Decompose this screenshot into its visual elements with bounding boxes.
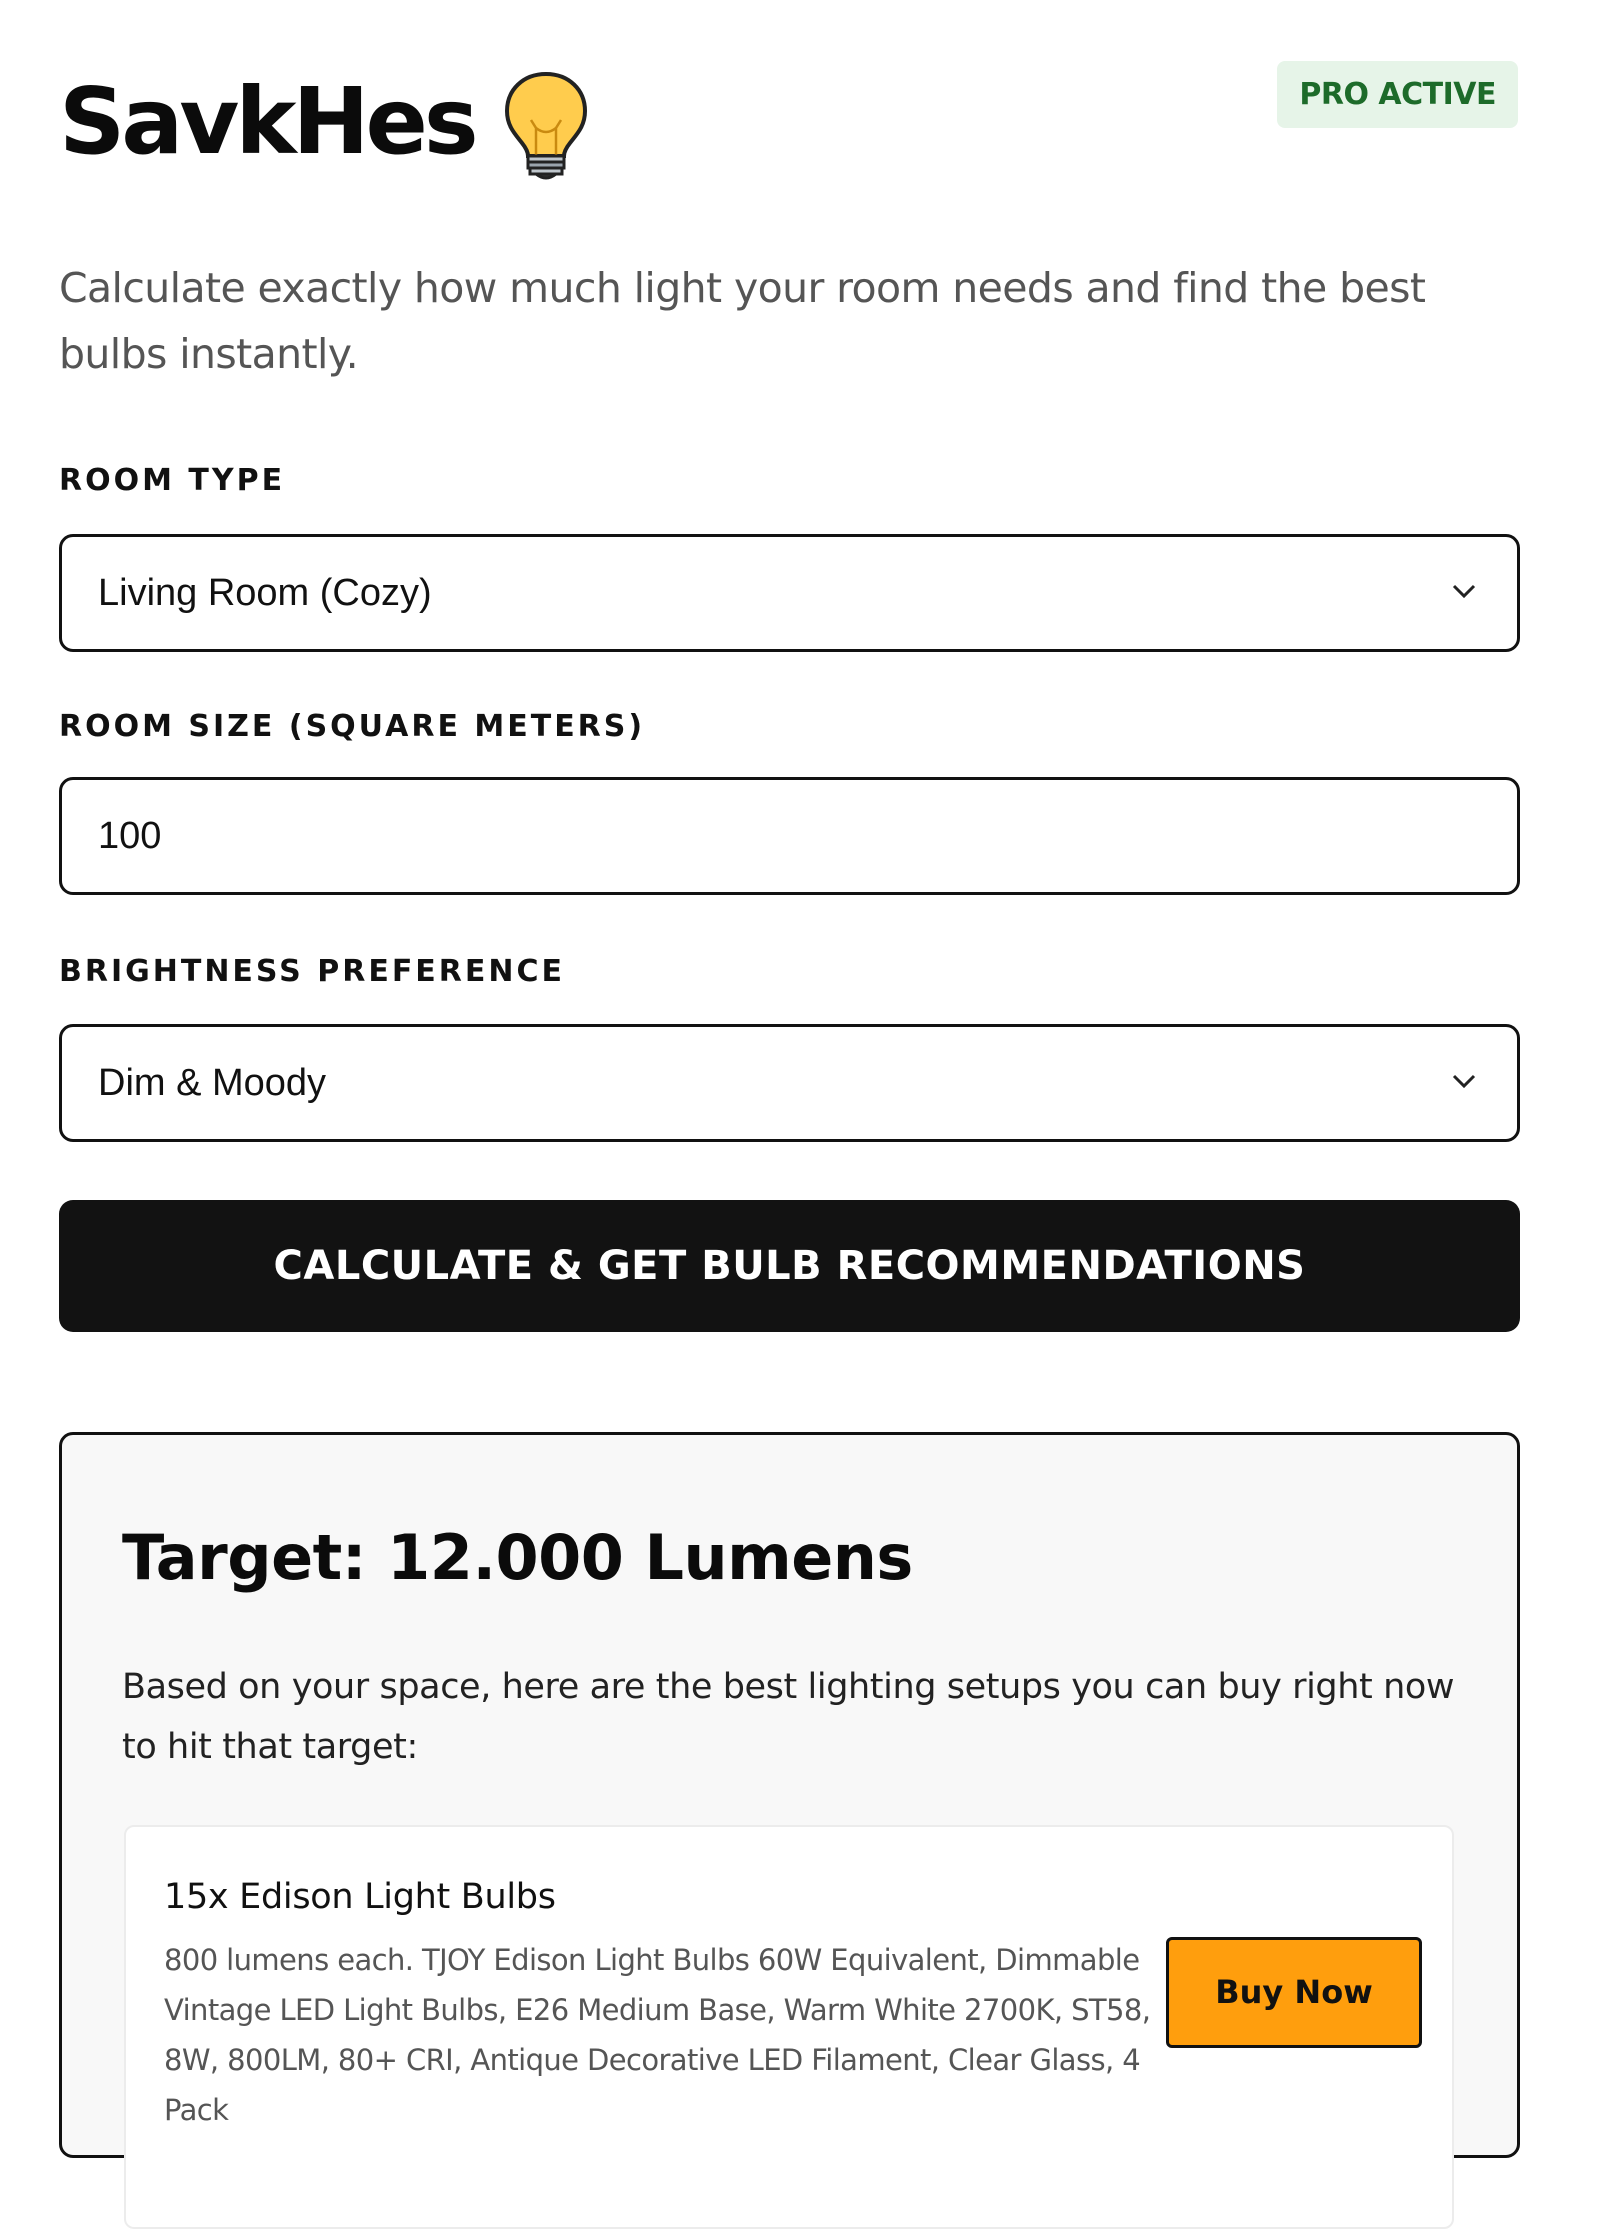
buy-now-button[interactable]: Buy Now	[1166, 1937, 1422, 2048]
room-type-label: ROOM TYPE	[59, 463, 286, 498]
brand	[59, 62, 589, 182]
room-size-input[interactable]	[59, 777, 1520, 895]
lightbulb-icon	[503, 70, 589, 182]
brand-title: SavkHes	[59, 68, 475, 175]
result-description: Based on your space, here are the best lighting setups you can buy right now to hit that target:	[122, 1667, 1455, 1767]
brightness-selected-value: Dim & Moody	[98, 1062, 327, 1104]
page-subtitle: Calculate exactly how much light your room needs and find the best bulbs instantly.	[59, 264, 1426, 378]
product-description: 800 lumens each. TJOY Edison Light Bulbs 60W Equivalent, Dimmable Vintage LED Light Bulbs, E26 Medium Base, Warm White 2700K, ST58, 8W, 800LM, 80+ CRI, Antique Decorative LED Filament, Clear Glass, 4 Pack	[164, 1943, 1151, 2127]
room-size-value: 100	[98, 815, 162, 857]
brightness-label: BRIGHTNESS PREFERENCE	[59, 954, 566, 989]
chevron-down-icon	[1451, 1071, 1477, 1091]
chevron-down-icon	[1451, 581, 1477, 601]
pro-status-badge: PRO ACTIVE	[1277, 61, 1518, 128]
brightness-select[interactable]	[59, 1024, 1520, 1142]
header	[59, 0, 1518, 200]
result-card	[59, 1432, 1520, 2158]
target-lumens-title: Target: 12.000 Lumens	[122, 1521, 913, 1594]
room-size-label: ROOM SIZE (SQUARE METERS)	[59, 709, 646, 744]
room-type-selected-value: Living Room (Cozy)	[98, 572, 432, 614]
calculate-button[interactable]: CALCULATE & GET BULB RECOMMENDATIONS	[59, 1200, 1520, 1332]
app-page	[59, 0, 1518, 2127]
product-name: 15x Edison Light Bulbs	[164, 1877, 556, 1917]
room-type-select[interactable]	[59, 534, 1520, 652]
product-card	[124, 1825, 1454, 2229]
